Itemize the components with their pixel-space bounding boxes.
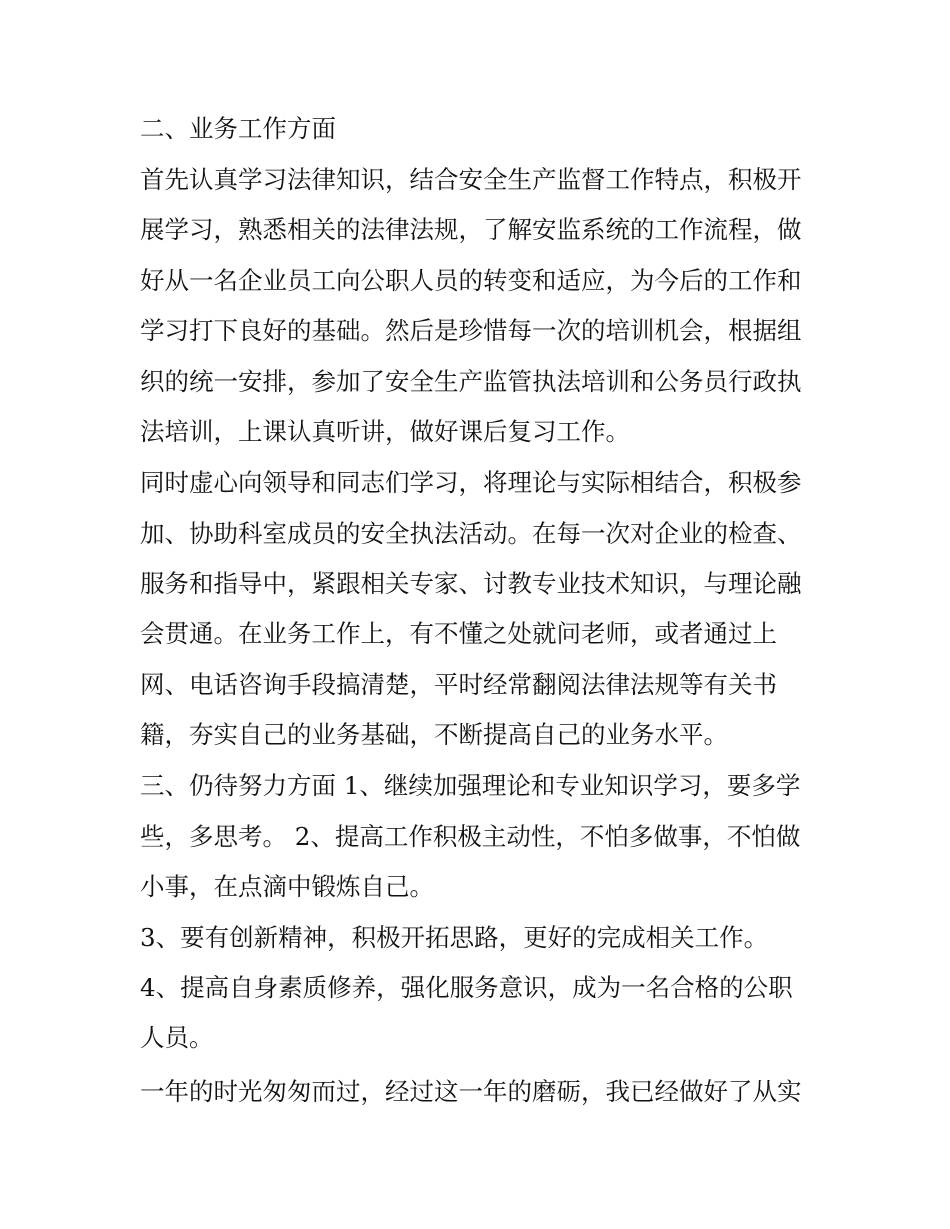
paragraph-line: 人员。 [140, 1023, 214, 1052]
section-heading-improvement: 三、仍待努力方面 1、继续加强理论和专业知识学习，要多学 [140, 771, 801, 800]
paragraph-line: 展学习，熟悉相关的法律法规，了解安监系统的工作流程，做 [140, 215, 802, 244]
section-heading-business-work: 二、业务工作方面 [140, 114, 336, 143]
paragraph-line: 织的统一安排，参加了安全生产监管执法培训和公务员行政执 [140, 367, 802, 396]
paragraph-line: 会贯通。在业务工作上，有不懂之处就问老师，或者通过上 [140, 619, 777, 648]
paragraph-line: 小事，在点滴中锻炼自己。 [140, 872, 434, 901]
paragraph-line: 首先认真学习法律知识，结合安全生产监督工作特点，积极开 [140, 165, 802, 194]
paragraph-line: 法培训，上课认真听讲，做好课后复习工作。 [140, 417, 630, 446]
paragraph-line: 学习打下良好的基础。然后是珍惜每一次的培训机会，根据组 [140, 316, 802, 345]
list-item-4: 4、提高自身素质修养，强化服务意识，成为一名合格的公职 [140, 973, 793, 1002]
list-item-3: 3、要有创新精神，积极开拓思路，更好的完成相关工作。 [140, 923, 769, 952]
paragraph-line: 好从一名企业员工向公职人员的转变和适应，为今后的工作和 [140, 266, 802, 295]
paragraph-line: 籍，夯实自己的业务基础，不断提高自己的业务水平。 [140, 720, 728, 749]
paragraph-line: 服务和指导中，紧跟相关专家、讨教专业技术知识，与理论融 [140, 569, 802, 598]
paragraph-line: 一年的时光匆匆而过，经过这一年的磨砺，我已经做好了从实 [140, 1077, 802, 1106]
paragraph-line: 加、协助科室成员的安全执法活动。在每一次对企业的检查、 [140, 519, 802, 548]
paragraph-line: 同时虚心向领导和同志们学习，将理论与实际相结合，积极参 [140, 468, 802, 497]
paragraph-line: 些，多思考。 2、提高工作积极主动性，不怕多做事，不怕做 [140, 822, 801, 851]
paragraph-line: 网、电话咨询手段搞清楚，平时经常翻阅法律法规等有关书 [140, 670, 777, 699]
